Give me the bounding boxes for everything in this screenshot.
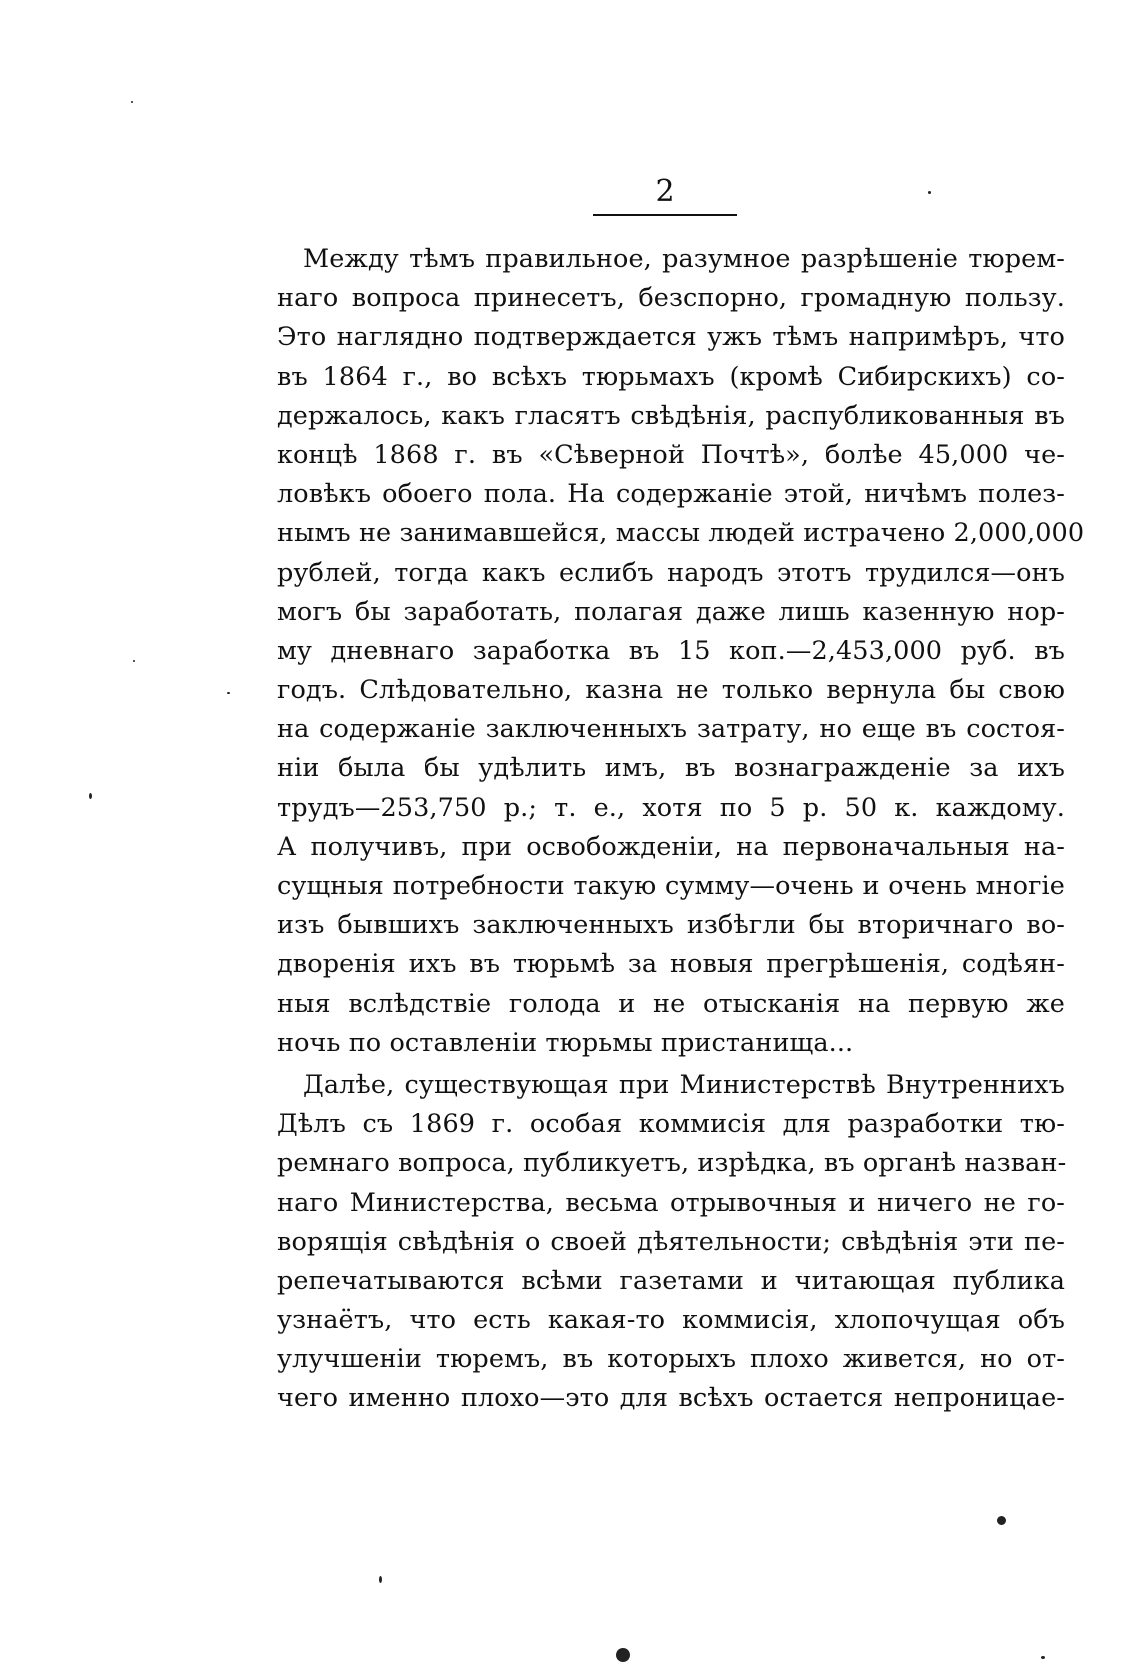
- text-line: въ 1864 г., во всѣхъ тюрьмахъ (кромѣ Сибирскихъ) со-: [277, 361, 1065, 392]
- text-line: ворящія свѣдѣнія о своей дѣятельности; свѣдѣнія эти пе-: [277, 1226, 1065, 1257]
- page-number: 2: [655, 174, 675, 209]
- scan-speck: [1041, 1656, 1045, 1659]
- scan-speck: [616, 1648, 630, 1662]
- text-line: му дневнаго заработка въ 15 коп.—2,453,000 руб. въ: [277, 635, 1065, 666]
- text-line: ночь по оставленіи тюрьмы пристанища...: [277, 1027, 854, 1058]
- paragraph-2: [277, 1066, 1065, 1419]
- text-line: держалось, какъ гласятъ свѣдѣнія, распубликованныя въ: [277, 400, 1065, 431]
- text-line: наго Министерства, весьма отрывочныя и ничего не го-: [277, 1187, 1065, 1218]
- text-line: сущныя потребности такую сумму—очень и очень многіе: [277, 871, 1065, 901]
- text-line: улучшеніи тюремъ, въ которыхъ плохо живется, но от-: [277, 1344, 1065, 1375]
- text-line: А получивъ, при освобожденіи, на первоначальныя на-: [277, 831, 1065, 862]
- text-line: Это наглядно подтверждается ужъ тѣмъ напримѣръ, что: [277, 322, 1065, 353]
- text-line: ловѣкъ обоего пола. На содержаніе этой, ничѣмъ полез-: [277, 479, 1065, 510]
- text-line: репечатываются всѣми газетами и читающая публика: [277, 1265, 1065, 1296]
- scan-speck: [89, 793, 92, 799]
- text-line: Между тѣмъ правильное, разумное разрѣшеніе тюрем-: [303, 244, 1065, 274]
- text-line: Дѣлъ съ 1869 г. особая коммисія для разработки тю-: [277, 1109, 1065, 1140]
- text-line: рублей, тогда какъ еслибъ народъ этотъ трудился—онъ: [277, 557, 1065, 588]
- text-line: нымъ не занимавшейся, массы людей истрачено 2,000,000: [277, 518, 1085, 549]
- scan-speck: [131, 101, 133, 103]
- scan-speck: [928, 191, 931, 194]
- text-line: узнаётъ, что есть какая-то коммисія, хлопочущая объ: [277, 1305, 1065, 1336]
- scan-speck: [379, 1576, 382, 1583]
- body-text: [277, 240, 1085, 1419]
- text-line: наго вопроса принесетъ, безспорно, громадную пользу.: [277, 283, 1065, 314]
- text-line: на содержаніе заключенныхъ затрату, но еще въ состоя-: [277, 714, 1065, 745]
- paragraph-1: [277, 240, 1085, 1063]
- text-line: ныя вслѣдствіе голода и не отысканія на первую же: [277, 988, 1065, 1019]
- text-line: Далѣе, существующая при Министерствѣ Внутреннихъ: [303, 1069, 1065, 1100]
- text-line: годъ. Слѣдовательно, казна не только вернула бы свою: [277, 675, 1065, 706]
- scan-speck: [227, 692, 230, 694]
- text-line: ніи была бы удѣлить имъ, въ вознагражденіе за ихъ: [277, 753, 1065, 784]
- scan-speck: [997, 1516, 1006, 1525]
- text-line: концѣ 1868 г. въ «Сѣверной Почтѣ», болѣе 45,000 че-: [277, 439, 1065, 470]
- text-line: дворенія ихъ въ тюрьмѣ за новыя прегрѣшенія, содѣян-: [277, 949, 1065, 980]
- text-line: чего именно плохо—это для всѣхъ остается непроницае-: [277, 1383, 1065, 1414]
- page-number-rule: [593, 214, 737, 216]
- scan-speck: [133, 660, 135, 662]
- text-line: могъ бы заработать, полагая даже лишь казенную нор-: [277, 596, 1065, 627]
- text-line: трудъ—253,750 р.; т. е., хотя по 5 р. 50 к. каждому.: [277, 792, 1065, 823]
- text-line: ремнаго вопроса, публикуетъ, изрѣдка, въ органѣ назван-: [277, 1148, 1067, 1179]
- text-line: изъ бывшихъ заключенныхъ избѣгли бы вторичнаго во-: [277, 910, 1065, 941]
